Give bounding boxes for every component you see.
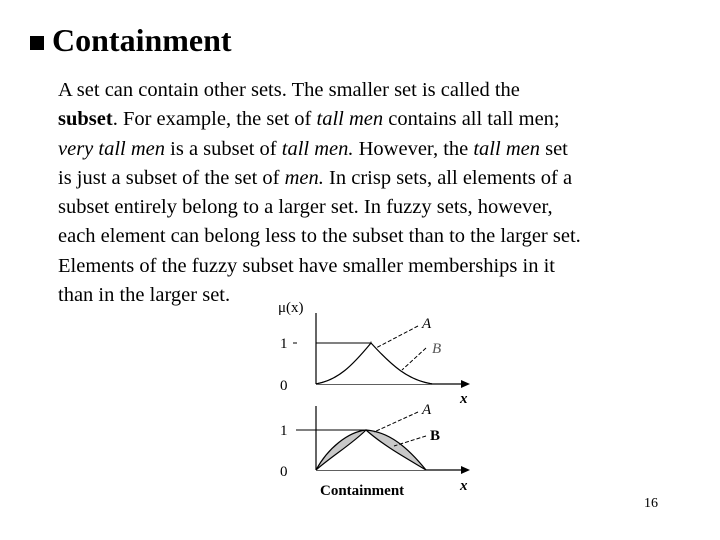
term-subset: subset (58, 108, 113, 131)
label-a: A (422, 316, 432, 332)
tick-label-zero: 0 (280, 378, 288, 394)
text-run: than in the larger set. (58, 284, 231, 307)
x-axis-label: x (460, 391, 468, 407)
term-very-tall-men: very tall men (58, 137, 166, 160)
figure-caption: Containment (320, 483, 405, 499)
text-line-1 (58, 76, 698, 105)
term-tall-men: tall men. (281, 137, 354, 160)
text-run: In crisp sets, all elements of a (323, 166, 573, 189)
text-run: A set can contain other sets. The smaller set is called the (58, 79, 520, 101)
text-run: However, the (353, 137, 474, 160)
label-b: B (432, 341, 442, 357)
label-a: A (422, 402, 432, 418)
text-run: . For example, the set of (112, 108, 317, 131)
label-b: B (430, 428, 441, 444)
slide-title: Containment (52, 22, 232, 58)
text-run: is a subset of (165, 137, 282, 160)
term-tall-men: tall men (316, 108, 384, 131)
page-number: 16 (644, 496, 658, 511)
tick-label-one: 1 (280, 423, 288, 439)
tick-label-zero: 0 (280, 464, 288, 480)
text-run: set (539, 137, 568, 160)
text-run: Elements of the fuzzy subset have smaller memberships in it (58, 254, 555, 277)
y-axis-label: μ(x) (278, 300, 304, 316)
leader-a (376, 326, 418, 348)
text-line-4 (58, 164, 698, 193)
term-men: men. (284, 166, 324, 189)
term-tall-men: tall men (473, 137, 540, 160)
text-line-2 (58, 105, 698, 134)
containment-figure (266, 298, 486, 503)
text-line-3 (58, 135, 698, 164)
text-line-6 (58, 222, 698, 251)
x-axis-arrow-icon (461, 380, 470, 388)
x-axis-label: x (460, 478, 468, 494)
text-line-5 (58, 193, 698, 222)
x-axis-arrow-icon (461, 466, 470, 474)
body-paragraph (58, 76, 698, 310)
leader-b (402, 348, 426, 370)
square-bullet-icon (30, 36, 44, 50)
text-run: contains all tall men; (383, 108, 560, 131)
text-run: is just a subset of the set of (58, 166, 285, 189)
text-line-7 (58, 252, 698, 281)
leader-a (374, 412, 418, 432)
tick-label-one: 1 (280, 336, 288, 352)
text-run: subset entirely belong to a larger set. In fuzzy sets, however, (58, 196, 553, 219)
text-run: each element can belong less to the subset than to the larger set. (58, 225, 581, 248)
